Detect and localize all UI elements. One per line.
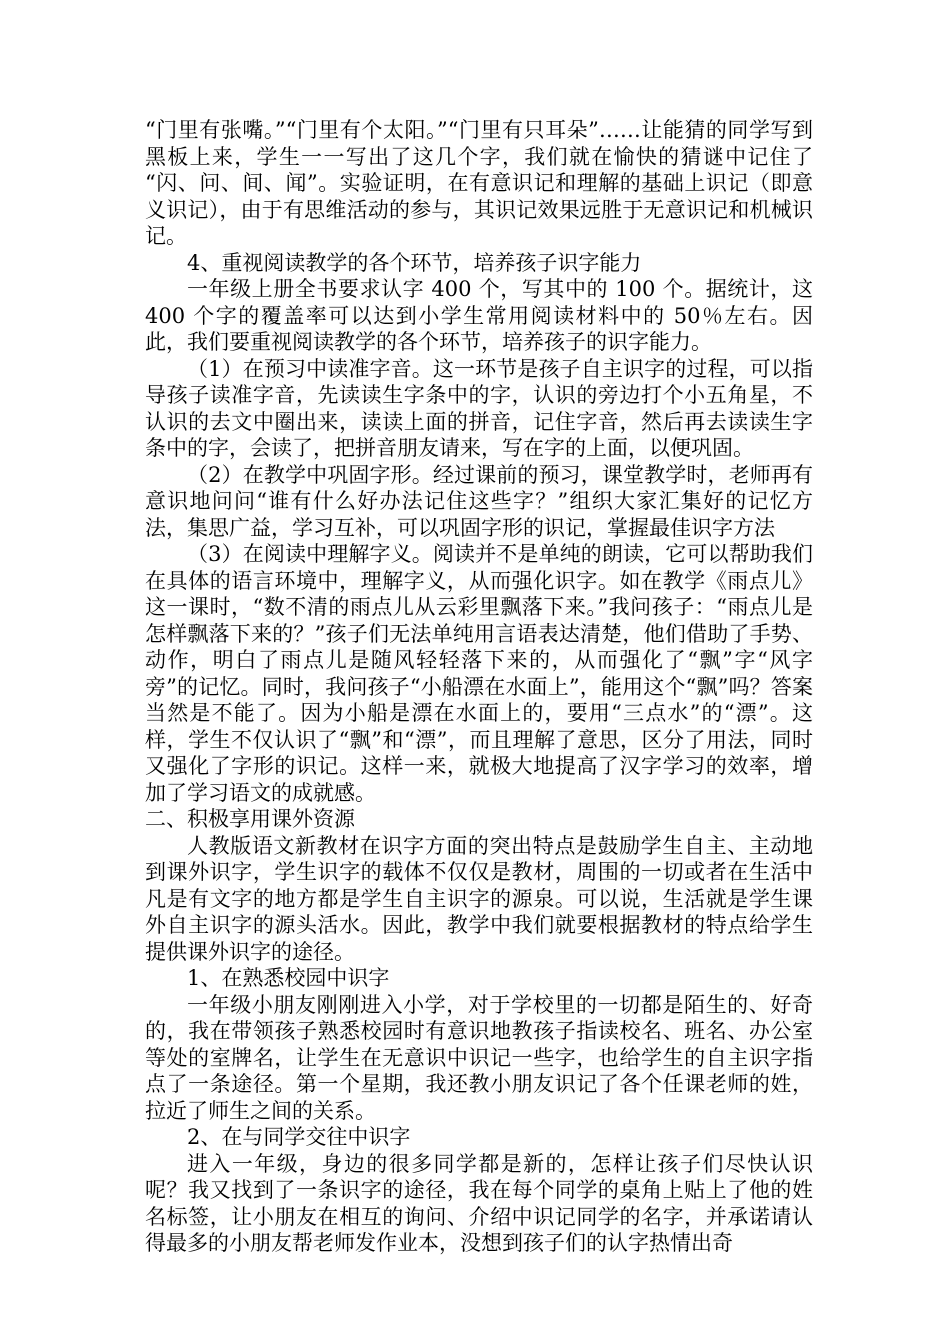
document-paragraph: 2、在与同学交往中识字 [187, 1125, 411, 1149]
document-paragraph: 二、积极享用课外资源 [145, 807, 355, 831]
document-paragraph: 人教版语文新教材在识字方面的突出特点是鼓励学生自主、主动地到课外识字，学生识字的载体不仅仅是教材，周围的一切或者在生活中凡是有文字的地方都是学生自主识字的源泉。可以说，生活就是学生课外自主识字的源头活水。因此，教学中我们就要根据教材的特点给学生提供课外识字的途径。 [145, 833, 813, 964]
document-paragraph: “门里有张嘴。”“门里有个太阳。”“门里有只耳朵”……让能猜的同学写到黑板上来，学生一一写出了这几个字，我们就在愉快的猜谜中记住了 “闪、问、间、闻”。实验证明，在有意识记和理解的基础上识记（即意义识记），由于有思维活动的参与，其识记效果远胜于无意识记和机械识记。 [145, 118, 813, 248]
document-paragraph: 1、在熟悉校园中识字 [187, 966, 390, 990]
document-paragraph: （2）在教学中巩固字形。经过课前的预习，课堂教学时，老师再有意识地问问“谁有什么好办法记住这些字？”组织大家汇集好的记忆方法，集思广益，学习互补，可以巩固字形的识记，掌握最佳识字方法 [145, 462, 813, 540]
document-paragraph: 4、重视阅读教学的各个环节，培养孩子识字能力 [187, 250, 642, 275]
document-paragraph: 一年级小朋友刚刚进入小学，对于学校里的一切都是陌生的、好奇的，我在带领孩子熟悉校园时有意识地教孩子指读校名、班名、办公室等处的室牌名，让学生在无意识中识记一些字，也给学生的自主识字指点了一条途径。第一个星期，我还教小朋友识记了各个任课老师的姓，拉近了师生之间的关系。 [145, 992, 813, 1123]
document-paragraph: 进入一年级，身边的很多同学都是新的，怎样让孩子们尽快认识呢？我又找到了一条识字的途径，我在每个同学的桌角上贴上了他的姓名标签，让小朋友在相互的询问、介绍中识记同学的名字，并承诺请认得最多的小朋友帮老师发作业本，没想到孩子们的认字热情出奇 [145, 1151, 813, 1255]
document-paragraph: （1）在预习中读准字音。这一环节是孩子自主识字的过程，可以指导孩子读准字音，先读读生字条中的字，认识的旁边打个小五角星，不认识的去文中圈出来，读读上面的拼音，记住字音，然后再去读读生字条中的字，会读了，把拼音朋友请来，写在字的上面，以便巩固。 [145, 356, 813, 460]
document-paragraph: （3）在阅读中理解字义。阅读并不是单纯的朗读，它可以帮助我们在具体的语言环境中，理解字义，从而强化识字。如在教学《雨点儿》这一课时，“数不清的雨点儿从云彩里飘落下来。”我问孩子：“雨点儿是怎样飘落下来的？”孩子们无法单纯用言语表达清楚，他们借助了手势、动作，明白了雨点儿是随风轻轻落下来的，从而强化了“飘”字“风字旁”的记忆。同时，我问孩子“小船漂在水面上”，能用这个“飘”吗？答案当然是不能了。因为小船是漂在水面上的，要用“三点水”的“漂”。这样，学生不仅认识了“飘”和“漂”，而且理解了意思，区分了用法，同时又强化了字形的识记。这样一来，就极大地提高了汉字学习的效率，增加了学习语文的成就感。 [145, 542, 813, 805]
document-paragraph: 一年级上册全书要求认字 400 个，写其中的 100 个。据统计，这 400 个字的覆盖率可以达到小学生常用阅读材料中的 50％左右。因此，我们要重视阅读教学的各个环节，培养孩子的识字能力。 [145, 277, 813, 354]
document-body [145, 117, 813, 1257]
